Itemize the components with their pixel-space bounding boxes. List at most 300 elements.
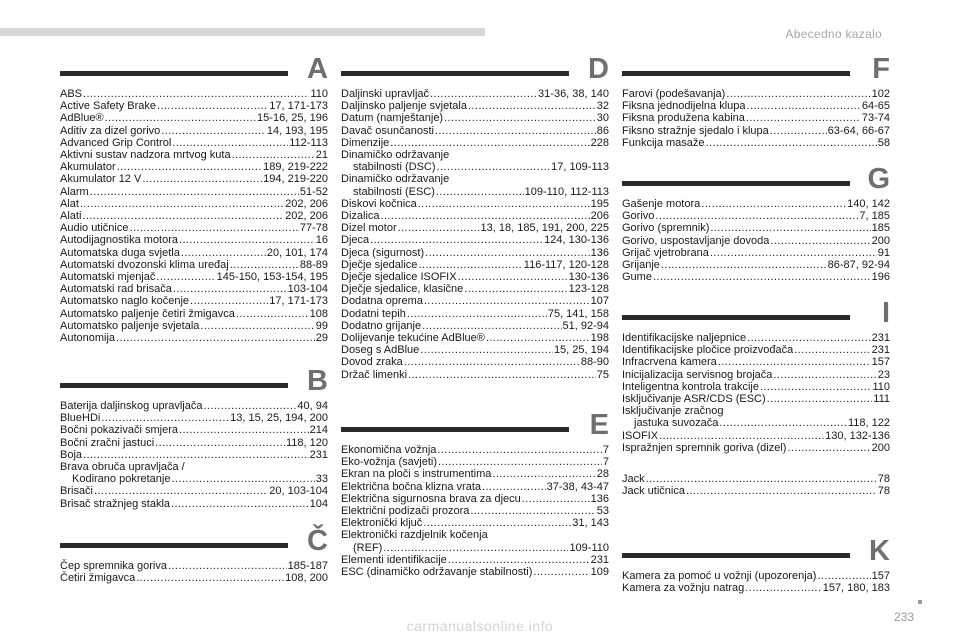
index-entry[interactable] [622,198,890,210]
index-entry-term: Bočni pokazivači smjera [60,424,178,437]
index-entry-term: Čep spremnika goriva [60,560,167,572]
index-entry[interactable] [341,259,609,271]
index-section [60,365,328,510]
index-entry-pages: 21 [315,149,328,162]
index-entry[interactable] [622,393,890,405]
dot-leader [760,381,871,393]
index-entry-term: Automatska duga svjetla [60,246,180,259]
index-entry-term: Fiksno stražnje sjedalo i klupa [622,124,769,137]
index-entry-term: Bočni zračni jastuci [60,436,155,449]
index-entry-pages: 157 [871,356,890,369]
dot-leader [746,112,861,124]
dot-leader [407,308,547,320]
index-column-3d [622,473,890,497]
index-entry[interactable] [622,137,890,149]
index-entry-pages: 108, 200 [285,572,328,585]
section-divider [622,553,850,558]
index-entry-pages: 140, 142 [847,198,890,210]
dot-leader [171,473,314,485]
dot-leader [418,198,590,210]
index-entry-term: Automatski dvozonski klima uređaj [60,258,229,271]
index-entry[interactable] [341,88,609,100]
index-entry-term: Active Safety Brake [60,100,156,113]
index-entry-term: Dimenzije [341,136,390,149]
dot-leader [430,88,537,100]
index-entries [622,88,890,149]
section-letter: G [867,163,890,195]
index-entry-pages: 29 [315,332,328,345]
index-entry[interactable] [622,235,890,247]
index-entry-pages: 88-90 [580,356,609,369]
index-entry-pages: 23 [877,368,890,381]
index-entry-term: Autonomija [60,332,116,345]
index-entry-term: Inicijalizacija servisnog brojača [622,368,773,381]
index-entry-term: Inteligentna kontrola trakcije [622,380,759,393]
index-entry-pages: 109-110 [569,541,609,554]
index-entry[interactable] [341,295,609,307]
index-entry-pages: 73-74 [861,112,890,125]
dot-leader [94,485,268,497]
index-entry-term: Dječje sjedalice ISOFIX [341,271,457,284]
index-entry-term: Audio utičnice [60,222,129,235]
index-entries [622,332,890,454]
index-entry[interactable] [60,498,328,510]
section-divider [341,427,569,432]
index-entry-term: Farovi (podešavanja) [622,88,726,100]
index-entry-pages: 77-78 [299,222,328,235]
index-entry-term: ESC (dinamičko održavanje stabilnosti) [341,566,533,579]
index-entry[interactable] [60,88,328,100]
index-entry[interactable] [622,369,890,381]
index-entry-pages: 112-113 [289,136,328,149]
index-entry[interactable] [622,473,890,485]
index-entry[interactable] [60,137,328,149]
dot-leader [770,235,870,247]
dot-leader [659,430,824,442]
index-entry[interactable] [60,259,328,271]
index-entry-term: Elementi identifikacije [341,553,447,566]
index-entry-pages: 7 [602,456,609,469]
index-entry[interactable] [341,356,609,368]
dot-leader [444,112,596,124]
index-entry-pages: 20, 103-104 [269,485,328,498]
index-entry[interactable] [60,271,328,283]
dot-leader [383,542,568,554]
section-letter: K [869,535,890,567]
index-entry[interactable] [60,424,328,436]
index-entry-term: Automatsko naglo kočenje [60,295,190,308]
index-section [60,525,328,585]
dot-leader [436,186,524,198]
index-entries [622,570,890,594]
index-entry[interactable] [60,437,328,449]
index-entry-pages: 200 [871,234,890,247]
index-entry-term: Grijanje [622,259,660,272]
index-entry[interactable] [341,344,609,356]
section-divider [60,71,288,76]
dot-leader [653,271,871,283]
index-entry-pages: 75 [596,368,609,381]
section-divider [622,181,850,186]
index-entry[interactable] [341,444,609,456]
index-entry[interactable] [622,332,890,344]
index-entry[interactable] [341,493,609,505]
index-entry-term: Daljinsko paljenje svjetala [341,100,467,113]
index-entry[interactable] [622,210,890,222]
index-entry-term: Funkcija masaže [622,136,705,149]
index-entry-pages: 103-104 [287,283,328,296]
index-entry-continuation: jastuka suvozača [634,417,719,430]
index-entry[interactable] [341,100,609,112]
index-entry-term: Dodatna oprema [341,295,423,308]
index-entry-term: Brisači [60,485,94,498]
index-entry-pages: 157 [871,570,890,582]
index-section [622,163,890,284]
index-entry-term: Alat [60,197,79,210]
dot-leader [155,437,285,449]
index-entry-pages: 206 [590,210,609,223]
dot-leader [171,498,309,510]
index-entry-term: Elektronički ključ [341,517,423,530]
index-entry-term: Dječje sjedalice, klasične [341,283,464,296]
index-entry[interactable] [60,247,328,259]
index-entry[interactable] [622,271,890,283]
index-entry-pages: 20, 101, 174 [266,246,328,259]
index-entry-pages: 91 [877,246,890,259]
index-entry[interactable] [341,137,609,149]
index-entry[interactable] [60,283,328,295]
header-bar [0,28,485,36]
watermark: carmanualsonline.info [406,618,554,634]
index-entry-pages: 53 [596,505,609,518]
index-entry-pages: 145-150, 153-154, 195 [216,271,328,284]
index-entry[interactable] [341,554,609,566]
section-header [622,163,890,195]
index-entries [341,444,609,578]
index-entry[interactable] [622,356,890,368]
index-section [622,53,890,149]
index-entry-term: Dolijevanje tekućine AdBlue® [341,332,485,345]
section-divider [60,383,288,388]
index-entry-pages: 30 [596,112,609,125]
index-entry-pages: 78 [877,473,890,485]
index-entry[interactable] [60,449,328,461]
index-entry-term: Djeca [341,234,370,247]
dot-leader [423,517,571,529]
index-entry[interactable] [60,320,328,332]
dot-leader [420,344,553,356]
section-divider [341,71,569,76]
index-entry-term: Isključivanje zračnog [622,405,724,418]
dot-leader [142,173,262,185]
index-entry[interactable] [60,400,328,412]
dot-leader [706,137,877,149]
dot-leader [424,295,590,307]
index-entry[interactable] [60,149,328,161]
index-column-2b [341,409,609,579]
dot-leader [116,332,315,344]
index-entry[interactable] [60,210,328,222]
index-entry[interactable] [622,222,890,234]
dot-leader [190,295,268,307]
index-entry-pages: 86-87, 92-94 [827,259,890,272]
section-header [60,525,328,557]
dot-leader [767,393,873,405]
dot-leader [173,283,287,295]
index-entry-pages: 124, 130-136 [544,234,609,247]
dot-leader [686,485,877,497]
index-entry-term: ISOFIX [622,429,659,442]
index-entry-pages: 104 [309,497,328,510]
index-entry[interactable] [341,247,609,259]
index-entry-pages: 136 [590,246,609,259]
index-entry-pages: 102 [871,88,890,100]
index-entry[interactable] [60,198,328,210]
index-entry-pages: 228 [590,136,609,149]
index-entry-pages: 195 [590,197,609,210]
index-entry-term: Advanced Grip Control [60,136,172,149]
section-letter: A [307,53,328,85]
index-entry[interactable] [60,308,328,320]
dot-leader [464,283,567,295]
section-header [622,297,890,329]
index-entry-pages: 202, 206 [285,197,328,210]
index-entry[interactable] [60,572,328,584]
index-entry-pages: 40, 94 [297,400,328,412]
dot-leader [437,161,551,173]
index-entry-term: Alarm [60,185,89,198]
index-entry-term: Identifikacijske naljepnice [622,332,747,344]
dot-leader [398,222,480,234]
dot-leader [230,259,299,271]
dot-leader [181,247,266,259]
index-entry[interactable] [60,125,328,137]
section-header [341,53,609,85]
index-entry-term: Dodatni tepih [341,307,406,320]
index-entry[interactable] [341,468,609,480]
index-entry-pages: 86 [596,124,609,137]
index-entry-pages: 15, 25, 194 [553,344,609,357]
dot-leader [661,259,827,271]
section-letter: F [872,53,890,85]
dot-leader [726,88,870,100]
index-entry[interactable] [60,112,328,124]
index-entry[interactable] [60,161,328,173]
dot-leader [172,137,288,149]
index-column-1b [60,365,328,510]
dot-leader [390,137,589,149]
index-entry[interactable] [341,186,609,198]
dot-leader [130,222,299,234]
index-entry-continuation: Kodirano pokretanje [72,473,171,486]
index-entry[interactable] [622,125,890,137]
index-entry-term: Doseg s AdBlue [341,344,420,357]
index-entry-term: Gorivo, uspostavljanje dovoda [622,234,770,247]
index-entry[interactable] [341,271,609,283]
index-entry-term: Automatski mjenjač [60,271,156,284]
index-entry[interactable] [622,100,890,112]
dot-leader [646,473,877,485]
dot-leader [468,100,596,112]
index-entry-pages: 136 [590,492,609,505]
index-entry[interactable] [622,344,890,356]
index-entry[interactable] [622,570,890,582]
dot-leader [404,356,580,368]
index-column-1 [60,53,328,345]
dot-leader [370,234,543,246]
index-entry-term: Jack utičnica [622,485,685,498]
index-entries [60,400,328,510]
index-entry[interactable] [341,283,609,295]
section-header [341,409,609,441]
index-entry[interactable] [622,112,890,124]
index-entry-term: Infracrvena kamera [622,356,717,369]
dot-leader [787,442,870,454]
dot-leader [117,161,263,173]
index-entry-term: Gorivo (spremnik) [622,222,710,235]
index-entry-term: Gašenje motora [622,198,701,210]
section-letter: D [588,53,609,85]
index-column-3 [622,53,890,149]
index-entry[interactable] [341,320,609,332]
index-entry[interactable] [60,295,328,307]
index-entry-pages: 110 [872,380,890,393]
index-entry[interactable] [622,430,890,442]
dot-leader [200,320,314,332]
index-entry[interactable] [341,566,609,578]
dot-leader [701,198,846,210]
index-entry-term: Jack [622,473,645,485]
index-section [622,473,890,497]
index-entry[interactable] [341,125,609,137]
dot-leader [179,234,315,246]
index-entry[interactable] [60,332,328,344]
index-entry-term: Kamera za pomoć u vožnji (upozorenja) [622,570,817,582]
index-entry-term: Autodijagnostika motora [60,234,179,247]
index-entry-term: Brisač stražnjeg stakla [60,497,171,510]
index-entry-pages: 189, 219-222 [263,161,328,174]
index-entry[interactable] [341,542,609,554]
index-section [60,53,328,345]
dot-leader [438,456,602,468]
index-entry-pages: 118, 120 [285,436,328,449]
index-entry[interactable] [60,234,328,246]
index-entry-pages: 17, 171-173 [269,295,328,308]
dot-leader [101,412,229,424]
dot-leader [710,222,870,234]
index-entry-pages: 63-64, 66-67 [827,124,890,137]
index-entry-pages: 75, 141, 158 [547,307,609,320]
dot-leader [435,125,596,137]
index-entry[interactable] [341,308,609,320]
dot-leader [747,100,861,112]
section-letter: I [881,297,890,329]
index-entry[interactable] [622,247,890,259]
index-entry-pages: 123-128 [568,283,609,296]
index-column-3c [622,297,890,454]
index-entry[interactable] [622,582,890,594]
index-entry[interactable] [341,481,609,493]
dot-leader [470,505,595,517]
index-entry[interactable] [341,234,609,246]
index-entry-pages: 13, 15, 25, 194, 200 [230,412,328,425]
index-entry[interactable] [341,332,609,344]
index-entry[interactable] [341,210,609,222]
index-entry-term: Djeca (sigurnost) [341,246,425,259]
index-section [622,297,890,454]
index-entry-pages: 28 [596,468,609,481]
index-entry[interactable] [341,198,609,210]
dot-leader [105,112,256,124]
index-entry[interactable] [341,222,609,234]
index-entry-pages: 17, 109-113 [551,161,609,174]
index-entry[interactable] [60,473,328,485]
index-entry[interactable] [60,560,328,572]
index-section [622,535,890,595]
dot-leader [80,198,284,210]
index-entry[interactable] [341,456,609,468]
index-entry-pages: 51-52 [299,185,328,198]
dot-leader [232,149,315,161]
index-entry-term: Dizel motor [341,222,397,235]
dot-leader [236,308,309,320]
index-entry-term: Ekonomična vožnja [341,444,437,456]
index-entry[interactable] [60,412,328,424]
index-entry[interactable] [341,505,609,517]
index-entry-pages: 64-65 [861,100,890,113]
index-entry[interactable] [341,161,609,173]
index-column-3e [622,535,890,595]
index-entry-pages: 7 [602,444,609,456]
dot-leader [770,125,827,137]
dot-leader [82,210,284,222]
index-entry-term: Električni podizači prozora [341,505,470,518]
index-entry[interactable] [60,173,328,185]
index-entry-pages: 7, 185 [859,210,890,223]
dot-leader [655,210,858,222]
index-entry[interactable] [60,186,328,198]
index-entry[interactable] [622,417,890,429]
dot-leader [492,468,595,480]
index-entry-pages: 110 [310,88,328,100]
index-entry[interactable] [341,369,609,381]
index-entry[interactable] [622,442,890,454]
dot-leader [718,356,871,368]
index-entry[interactable] [341,517,609,529]
index-entry[interactable] [341,112,609,124]
index-entry[interactable] [622,485,890,497]
section-header [622,53,890,85]
index-section [341,409,609,579]
dot-leader [710,247,877,259]
index-entry-term: Fiksna jednodijelna klupa [622,100,746,113]
index-entry-term: Alati [60,210,82,223]
index-entry[interactable] [622,381,890,393]
index-entry[interactable] [622,88,890,100]
dot-leader [448,554,590,566]
section-header [622,535,890,567]
section-letter: E [589,409,609,441]
section-header [60,365,328,397]
index-entry[interactable] [60,222,328,234]
index-entry-pages: 111 [873,393,890,406]
index-entry[interactable] [60,100,328,112]
dot-leader [381,210,590,222]
index-entry-term: Boja [60,448,83,461]
index-entry-pages: 202, 206 [285,210,328,223]
index-entry[interactable] [60,485,328,497]
index-entry[interactable] [622,259,890,271]
